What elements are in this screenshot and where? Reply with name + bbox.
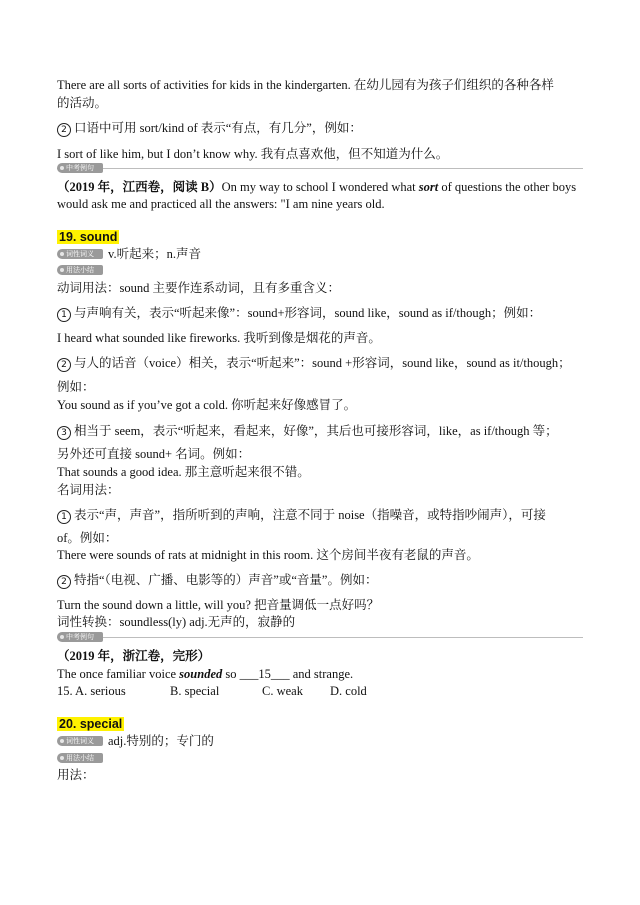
text-line: 动词用法：sound 主要作连系动词，且有多重含义： — [57, 281, 340, 295]
text-line: 1 与声响有关，表示“听起来像”：sound+形容词，sound like，sound as if/though；例如： — [57, 305, 541, 322]
exam-example-tag: 中考例句 — [57, 163, 103, 173]
circled-number: 2 — [57, 575, 71, 589]
heading-highlight: 19. sound — [59, 230, 118, 244]
text-line: 2 与人的话音（voice）相关，表示“听起来”：sound +形容词，sound like，sound as it/though； — [57, 355, 571, 372]
circled-number: 2 — [57, 123, 71, 137]
pos-meaning: v.听起来；n.声音 — [108, 247, 201, 261]
text-line: 的活动。 — [57, 96, 108, 110]
circled-number: 1 — [57, 308, 71, 322]
emphasis: sort — [418, 180, 439, 194]
text-line: of。例如： — [57, 531, 118, 545]
section-heading — [57, 229, 119, 245]
exam-line: The once familiar voice sounded so ___15___ and strange. — [57, 667, 354, 681]
text-line: There are all sorts of activities for kids in the kindergarten. 在幼儿园有为孩子们组织的各种各样 — [57, 78, 554, 92]
text-line: 2 特指“（电视、广播、电影等的）声音”或“音量”。例如： — [57, 572, 377, 589]
option-d: D. cold — [330, 684, 367, 698]
text-line: 3 相当于 seem，表示“听起来，看起来，好像”，其后也可接形容词，like，as if/though 等； — [57, 423, 558, 440]
circled-number: 2 — [57, 358, 71, 372]
tag-divider — [57, 168, 583, 169]
exam-source: （2019 年，江西卷，阅读 B） — [57, 180, 222, 194]
option-a: 15. A. serious — [57, 684, 126, 698]
text-line: 词性转换：soundless(ly) adj.无声的，寂静的 — [57, 615, 296, 629]
usage-summary-tag: 用法小结 — [57, 753, 103, 763]
example-sentence: I sort of like him, but I don’t know why. 我有点喜欢他，但不知道为什么。 — [57, 147, 449, 161]
example-sentence: That sounds a good idea. 那主意听起来很不错。 — [57, 465, 310, 479]
text-line: 用法： — [57, 768, 95, 782]
exam-line: （2019 年，江西卷，阅读 B）On my way to school I wondered what sort of questions the other boys — [57, 180, 577, 194]
example-sentence: Turn the sound down a little, will you? 把音量调低一点好吗？ — [57, 598, 380, 612]
pos-meaning: adj.特别的；专门的 — [108, 734, 214, 748]
circled-number: 1 — [57, 510, 71, 524]
option-c: C. weak — [262, 684, 303, 698]
option-b: B. special — [170, 684, 220, 698]
text-line: 名词用法： — [57, 483, 120, 497]
line-text: 口语中可用 sort/kind of 表示“有点，有几分”，例如： — [74, 121, 362, 135]
circled-number: 3 — [57, 426, 71, 440]
heading-highlight: 20. special — [59, 717, 123, 731]
example-sentence: You sound as if you’ve got a cold. 你听起来好像感冒了。 — [57, 398, 357, 412]
text-line: 1 表示“声，声音”，指所听到的声响，注意不同于 noise（指噪音，或特指吵闹声），可接 — [57, 507, 546, 524]
usage-summary-tag: 用法小结 — [57, 265, 103, 275]
exam-example-tag: 中考例句 — [57, 632, 103, 642]
text-line: 另外还可直接 sound+ 名词。例如： — [57, 447, 251, 461]
pos-meaning-tag: 词性词义 — [57, 249, 103, 259]
exam-source: （2019 年，浙江卷，完形） — [57, 649, 211, 663]
exam-line: would ask me and practiced all the answers: "I am nine years old. — [57, 197, 385, 211]
example-sentence: There were sounds of rats at midnight in this room. 这个房间半夜有老鼠的声音。 — [57, 548, 479, 562]
text-line: 例如： — [57, 380, 95, 394]
tag-divider — [57, 637, 583, 638]
emphasis: sounded — [179, 667, 223, 681]
pos-meaning-tag: 词性词义 — [57, 736, 103, 746]
section-heading — [57, 716, 124, 732]
text-line — [57, 120, 362, 137]
example-sentence: I heard what sounded like fireworks. 我听到像是烟花的声音。 — [57, 331, 381, 345]
